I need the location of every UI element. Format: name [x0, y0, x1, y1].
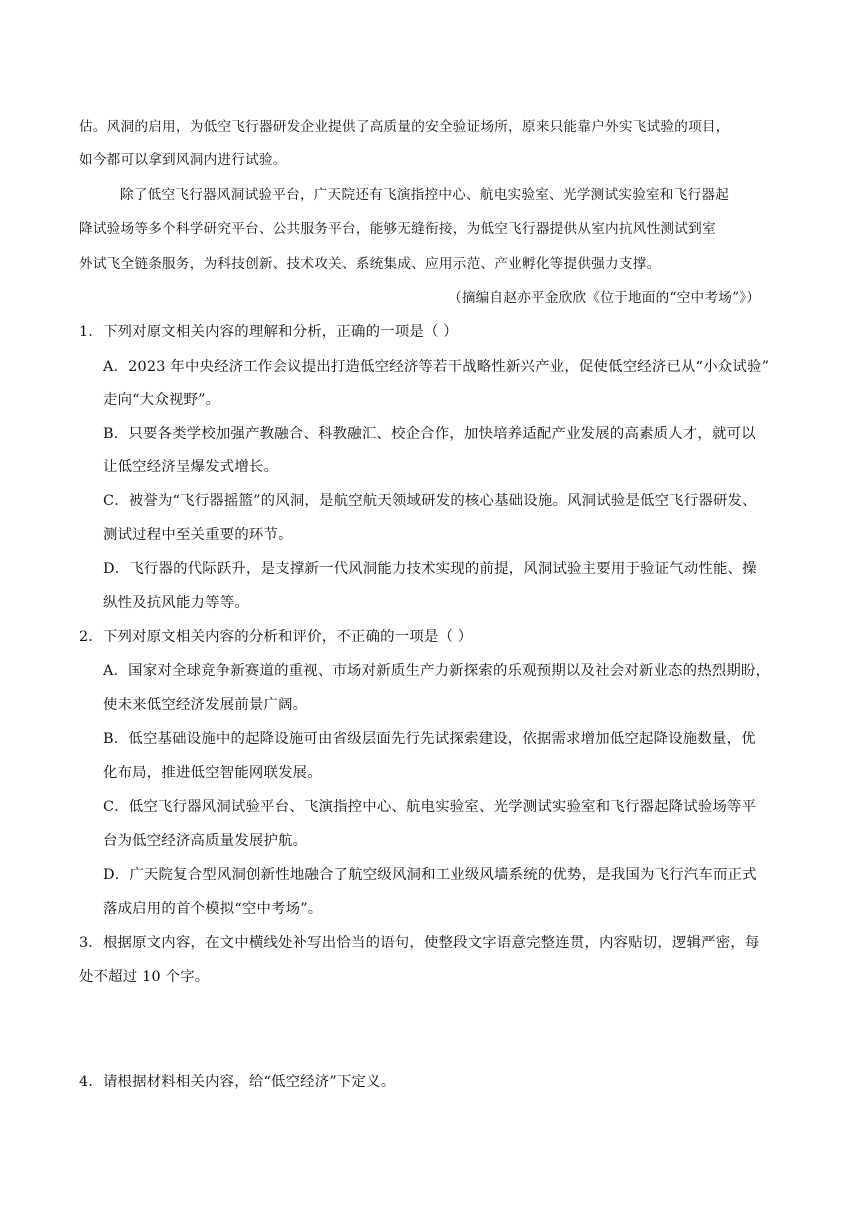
- passage-source: （摘编自赵亦平金欣欣《位于地面的“空中考场”》）: [448, 290, 761, 306]
- question-1-option-d: D．飞行器的代际跃升，是支撑新一代风洞能力技术实现的前提，风洞试验主要用于验证气动性能、操: [103, 561, 757, 577]
- question-1-option-b: 让低空经济呈爆发式增长。: [103, 459, 279, 475]
- question-1-option-a: 走向“大众视野”。: [103, 392, 221, 408]
- question-2-option-b: 化布局，推进低空智能网联发展。: [103, 765, 322, 781]
- question-2-option-d: D．广天院复合型风洞创新性地融合了航空级风洞和工业级风墙系统的优势，是我国为飞行汽车而正式: [103, 867, 757, 883]
- question-1-option-c: 测试过程中至关重要的环节。: [103, 527, 293, 543]
- question-2-option-a: 使未来低空经济发展前景广阔。: [103, 697, 308, 713]
- question-1-option-a: A．2023 年中央经济工作会议提出打造低空经济等若干战略性新兴产业，促使低空经济已从“小众试验”: [103, 359, 770, 375]
- question-2-option-a: A．国家对全球竞争新赛道的重视、市场对新质生产力新探索的乐观预期以及社会对新业态的热烈期盼，: [103, 663, 771, 679]
- question-1-option-d: 纵性及抗风能力等等。: [103, 595, 249, 611]
- question-2-option-d: 落成启用的首个模拟“空中考场”。: [103, 901, 323, 917]
- passage-line: 降试验场等多个科学研究平台、公共服务平台，能够无缝衔接，为低空飞行器提供从室内抗风性测试到室: [79, 221, 716, 237]
- passage-line: 外试飞全链条服务，为科技创新、技术攻关、系统集成、应用示范、产业孵化等提供强力支撑。: [79, 256, 661, 272]
- question-1-option-c: C．被誉为“飞行器摇篮”的风洞，是航空航天领域研发的核心基础设施。风洞试验是低空飞行器研发、: [103, 493, 757, 509]
- passage-line: 如今都可以拿到风洞内进行试验。: [79, 152, 287, 168]
- question-1-option-b: B．只要各类学校加强产教融合、科教融汇、校企合作，加快培养适配产业发展的高素质人才，就可以: [103, 426, 756, 442]
- question-2-stem: 2．下列对原文相关内容的分析和评价，不正确的一项是（ ）: [79, 629, 473, 645]
- question-1-stem: 1．下列对原文相关内容的理解和分析，正确的一项是（ ）: [79, 324, 458, 340]
- question-2-option-b: B．低空基础设施中的起降设施可由省级层面先行先试探索建设，依据需求增加低空起降设施数量，优: [103, 731, 756, 747]
- question-3-stem: 3．根据原文内容，在文中横线处补写出恰当的语句，使整段文字语意完整连贯，内容贴切，逻辑严密，每: [79, 935, 760, 951]
- passage-line: 除了低空飞行器风洞试验平台，广天院还有飞演指控中心、航电实验室、光学测试实验室和飞行器起: [120, 187, 730, 203]
- question-4-stem: 4．请根据材料相关内容，给“低空经济”下定义。: [79, 1074, 396, 1090]
- question-3-stem: 处不超过 10 个字。: [79, 969, 210, 985]
- question-2-option-c: C．低空飞行器风洞试验平台、飞演指控中心、航电实验室、光学测试实验室和飞行器起降试验场等平: [103, 799, 757, 815]
- passage-line: 估。风洞的启用，为低空飞行器研发企业提供了高质量的安全验证场所，原来只能靠户外实飞试验的项目，: [79, 119, 730, 135]
- question-2-option-c: 台为低空经济高质量发展护航。: [103, 833, 308, 849]
